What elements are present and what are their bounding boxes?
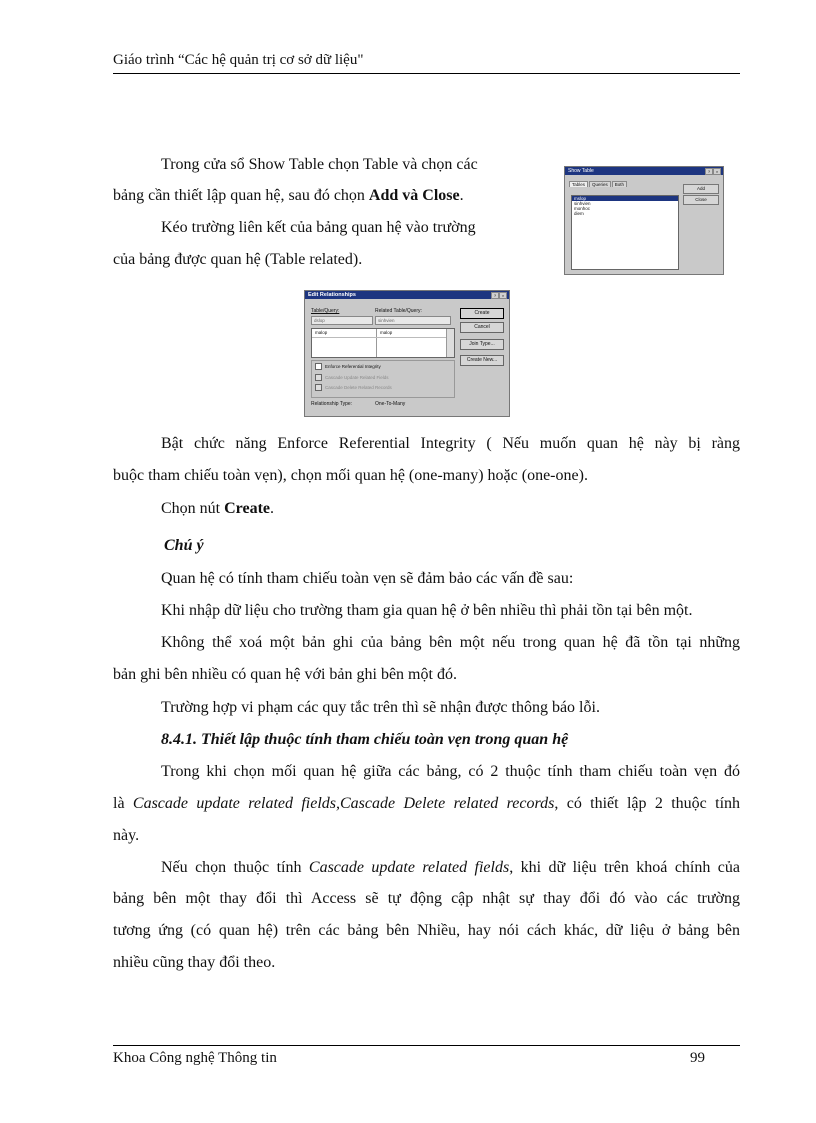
show-table-titlebar: Show Table ? ×	[565, 167, 723, 175]
relationship-type-label: Relationship Type:	[311, 401, 353, 407]
list-item[interactable]: diem	[574, 211, 584, 216]
paragraph-cascade-line-3: này.	[113, 827, 140, 844]
intro-line-1: Trong cửa sổ Show Table chọn Table và chọn các	[161, 156, 478, 173]
related-table-label: Related Table/Query:	[375, 308, 422, 314]
table-list[interactable]	[571, 195, 679, 270]
footer-rule	[113, 1045, 740, 1046]
paragraph-update-line-2: bảng bên một thay đổi thì Access sẽ tự động cập nhật sự thay đổi đó vào các trường	[113, 890, 740, 907]
paragraph-update-line-3: tương ứng (có quan hệ) trên các bảng bên Nhiều, hay nói cách khác, dữ liệu ở bảng bên	[113, 922, 740, 939]
cascade-update-checkbox[interactable]: Cascade Update Related Fields	[315, 374, 389, 381]
paragraph-violation: Trường hợp vi phạm các quy tắc trên thì sẽ nhận được thông báo lỗi.	[161, 699, 600, 716]
help-icon[interactable]: ?	[491, 292, 499, 299]
paragraph-integrity: Quan hệ có tính tham chiếu toàn vẹn sẽ đảm bảo các vấn đề sau:	[161, 570, 574, 587]
add-button[interactable]: Add	[683, 184, 719, 194]
intro-line-4: của bảng được quan hệ (Table related).	[113, 251, 363, 268]
help-icon[interactable]: ?	[705, 168, 713, 175]
create-new-button[interactable]: Create New...	[460, 355, 504, 366]
page-number: 99	[690, 1050, 705, 1066]
field-grid[interactable]	[311, 328, 455, 358]
show-table-tabs	[569, 181, 628, 187]
paragraph-delete-rule-line-1: Không thể xoá một bản ghi của bảng bên một nếu trong quan hệ đã tồn tại những	[161, 634, 740, 651]
field-right-cell[interactable]: malop	[380, 330, 393, 335]
paragraph-create: Chọn nút Create.	[161, 500, 275, 517]
paragraph-update-line-4: nhiều cũng thay đổi theo.	[113, 954, 276, 971]
paragraph-enforce-line-1: Bật chức năng Enforce Referential Integrity ( Nếu muốn quan hệ này bị ràng	[161, 435, 740, 452]
table-query-label: Table/Query:	[311, 308, 340, 314]
join-type-button[interactable]: Join Type...	[460, 339, 504, 350]
close-icon[interactable]: ×	[499, 292, 507, 299]
intro-line-2: bảng cần thiết lập quan hệ, sau đó chọn Add và Close.	[113, 187, 464, 204]
tab-both[interactable]: Both	[612, 181, 627, 187]
paragraph-cascade-line-2: là Cascade update related fields,Cascade Delete related records, có thiết lập 2 thuộc tính	[113, 795, 741, 812]
cascade-options-emphasis: Cascade update related fields,Cascade Delete related records	[132, 795, 555, 812]
edit-relationships-dialog	[304, 290, 510, 417]
tab-queries[interactable]: Queries	[589, 181, 611, 187]
cascade-delete-checkbox[interactable]: Cascade Delete Related Records	[315, 384, 392, 391]
cascade-update-emphasis: Cascade update related fields	[308, 859, 510, 876]
relationship-type-value: One-To-Many	[375, 401, 406, 407]
paragraph-cascade-line-1: Trong khi chọn mối quan hệ giữa các bảng, có 2 thuộc tính tham chiếu toàn vẹn đó	[161, 763, 740, 780]
intro-line-3: Kéo trường liên kết của bảng quan hệ vào trường	[161, 219, 476, 236]
list-item[interactable]: sinhvien	[574, 201, 591, 206]
field-left-cell[interactable]: malop	[315, 330, 328, 335]
page-header: Giáo trình “Các hệ quản trị cơ sở dữ liệu"	[113, 52, 364, 68]
table-query-select[interactable]: dslop	[311, 316, 373, 325]
related-table-select[interactable]: sinhvien	[375, 316, 451, 325]
list-item[interactable]: mslop	[572, 196, 678, 201]
close-icon[interactable]: ×	[713, 168, 721, 175]
close-button[interactable]: Close	[683, 195, 719, 205]
paragraph-insert-rule: Khi nhập dữ liệu cho trường tham gia quan hệ ở bên nhiều thì phải tồn tại bên một.	[161, 602, 693, 619]
footer-department: Khoa Công nghệ Thông tin	[113, 1050, 277, 1066]
paragraph-update-line-1: Nếu chọn thuộc tính Cascade update related fields, khi dữ liệu trên khoá chính của	[161, 859, 740, 876]
cancel-button[interactable]: Cancel	[460, 322, 504, 333]
section-title: 8.4.1. Thiết lập thuộc tính tham chiếu toàn vẹn trong quan hệ	[161, 731, 569, 748]
header-rule	[113, 73, 740, 74]
paragraph-enforce-line-2: buộc tham chiếu toàn vẹn), chọn mối quan hệ (one-many) hoặc (one-one).	[113, 467, 588, 484]
tab-tables[interactable]: Tables	[569, 181, 588, 187]
create-button[interactable]: Create	[460, 308, 504, 319]
list-item[interactable]: monhoc	[574, 206, 591, 211]
show-table-dialog	[564, 166, 724, 275]
create-emphasis: Create	[224, 500, 271, 517]
edit-relationships-titlebar: Edit Relationships ? ×	[305, 291, 509, 299]
paragraph-delete-rule-line-2: bản ghi bên nhiều có quan hệ với bản ghi bên một đó.	[113, 666, 457, 683]
note-title: Chú ý	[164, 537, 204, 554]
add-close-emphasis: Add và Close	[368, 187, 460, 204]
enforce-integrity-checkbox[interactable]: Enforce Referential Integrity	[315, 363, 381, 370]
